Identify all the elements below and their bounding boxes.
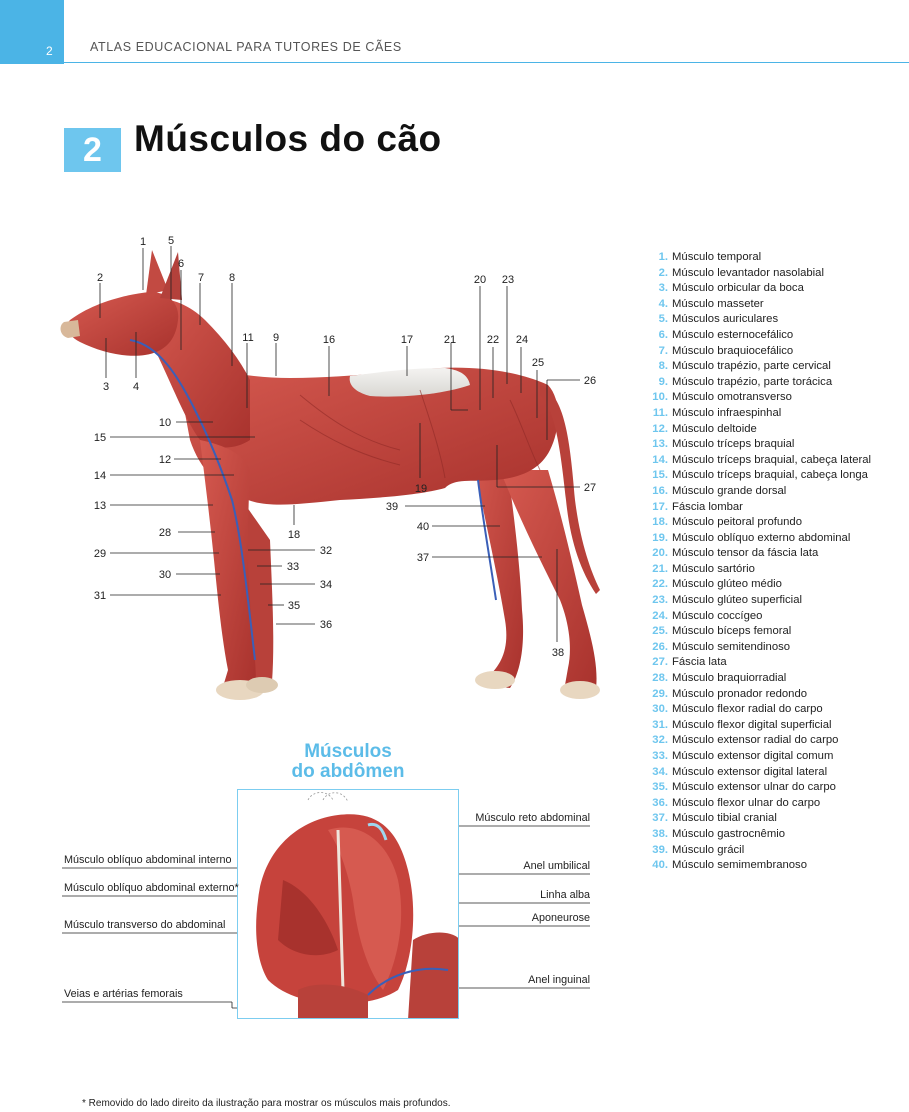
legend-item-text: Músculo extensor digital lateral — [672, 765, 828, 778]
legend-item — [650, 702, 905, 718]
legend-item-text: Músculo braquiocefálico — [672, 344, 794, 357]
legend-item — [650, 562, 905, 578]
legend-item-text: Músculo tríceps braquial, cabeça lateral — [672, 453, 872, 466]
figure-number-17: 17 — [400, 334, 414, 346]
legend-item — [650, 640, 905, 656]
legend-item-text: Músculo esternocefálico — [672, 328, 794, 341]
legend-item — [650, 593, 905, 609]
figure-number-30: 30 — [158, 569, 172, 581]
label-obliquo-externo: Músculo oblíquo abdominal externo* — [64, 882, 239, 894]
legend-item — [650, 281, 905, 297]
figure-number-15: 15 — [93, 432, 107, 444]
legend-item-text: Músculo sartório — [672, 562, 755, 575]
legend-item-number: 2. — [658, 266, 668, 279]
legend-item — [650, 422, 905, 438]
figure-number-5: 5 — [167, 235, 175, 247]
legend-item — [650, 796, 905, 812]
legend-item-number: 7. — [658, 344, 668, 357]
legend-item-text: Músculo peitoral profundo — [672, 516, 802, 529]
legend-item-number: 1. — [658, 251, 668, 263]
legend-item — [650, 843, 905, 859]
figure-number-8: 8 — [228, 272, 236, 284]
legend-item-text: Músculo extensor digital comum — [672, 750, 834, 762]
legend-item-text: Músculo grande dorsal — [672, 484, 787, 497]
legend-item-number: 40. — [652, 859, 668, 872]
figure-number-35: 35 — [287, 600, 301, 612]
legend-item-number: 14. — [652, 453, 668, 466]
legend-item — [650, 250, 905, 266]
legend-item-text: Músculo flexor ulnar do carpo — [672, 796, 821, 809]
running-title: ATLAS EDUCACIONAL PARA TUTORES DE CÃES — [90, 40, 402, 54]
legend-item — [650, 811, 905, 827]
legend-item-text: Músculo braquiorradial — [672, 672, 787, 685]
chapter-title: Músculos do cão — [134, 118, 442, 159]
figure-number-1: 1 — [139, 236, 147, 248]
legend-item-number: 4. — [658, 297, 668, 310]
legend-item-text: Músculo tríceps braquial, cabeça longa — [672, 469, 868, 482]
figure-number-28: 28 — [158, 527, 172, 539]
legend-item-number: 29. — [652, 687, 668, 700]
legend-item-text: Músculo deltoide — [672, 422, 757, 435]
legend-item-number: 35. — [652, 781, 668, 794]
legend-item-text: Músculo glúteo superficial — [672, 594, 802, 607]
legend-item-text: Músculo temporal — [672, 251, 762, 263]
legend-item — [650, 484, 905, 500]
figure-number-33: 33 — [286, 561, 300, 573]
legend-item — [650, 359, 905, 375]
legend-item-text: Músculo coccígeo — [672, 609, 763, 622]
legend-item-text: Músculo grácil — [672, 843, 745, 856]
legend-item-number: 15. — [652, 469, 668, 482]
legend-item-number: 23. — [652, 594, 668, 607]
abdomen-drawing — [238, 790, 459, 1019]
legend-item — [650, 765, 905, 781]
legend-item — [650, 468, 905, 484]
abdomen-title-line2: do abdômen — [291, 761, 405, 782]
legend-item-text: Músculo semitendinoso — [672, 640, 791, 653]
legend-item-number: 39. — [652, 843, 668, 856]
legend-item-text: Músculo semimembranoso — [672, 859, 807, 872]
figure-number-13: 13 — [93, 500, 107, 512]
label-aponeurose: Aponeurose — [531, 912, 590, 924]
figure-number-10: 10 — [158, 417, 172, 429]
legend-item-text: Músculo glúteo médio — [672, 578, 782, 591]
figure-number-29: 29 — [93, 548, 107, 560]
legend-item-text: Músculo bíceps femoral — [672, 625, 792, 638]
label-anel-umbilical: Anel umbilical — [523, 860, 590, 872]
label-anel-inguinal: Anel inguinal — [528, 974, 590, 986]
figure-number-23: 23 — [501, 274, 515, 286]
label-obliquo-interno: Músculo oblíquo abdominal interno — [64, 854, 232, 866]
figure-number-9: 9 — [272, 332, 280, 344]
legend-item-number: 3. — [658, 282, 668, 295]
figure-number-24: 24 — [515, 334, 529, 346]
legend-item — [650, 624, 905, 640]
legend-item-number: 27. — [652, 656, 668, 669]
figure-number-11: 11 — [242, 332, 254, 344]
page-number: 2 — [46, 44, 53, 58]
legend-item — [650, 546, 905, 562]
figure-number-12: 12 — [158, 454, 172, 466]
legend-item-number: 30. — [652, 703, 668, 716]
figure-number-6: 6 — [177, 258, 185, 270]
legend-item — [650, 437, 905, 453]
legend-item — [650, 671, 905, 687]
figure-number-2: 2 — [96, 272, 104, 284]
legend-item-text: Músculo levantador nasolabial — [672, 266, 824, 279]
legend-item-number: 11. — [652, 406, 668, 419]
legend-item — [650, 577, 905, 593]
legend-item-number: 21. — [652, 562, 668, 575]
figure-number-26: 26 — [583, 375, 597, 387]
legend-item-number: 37. — [652, 812, 668, 825]
figure-number-32: 32 — [319, 545, 333, 557]
figure-number-34: 34 — [319, 579, 333, 591]
legend-item-number: 12. — [652, 422, 668, 435]
figure-number-37: 37 — [416, 552, 430, 564]
legend-item-text: Músculo extensor ulnar do carpo — [672, 781, 836, 794]
legend-item-number: 16. — [652, 484, 668, 497]
legend-item-text: Músculos auriculares — [672, 313, 779, 326]
legend-item — [650, 858, 905, 874]
legend-item — [650, 515, 905, 531]
legend-item-number: 18. — [652, 516, 668, 529]
figure-number-3: 3 — [102, 381, 110, 393]
figure-number-4: 4 — [132, 381, 140, 393]
muscle-legend — [650, 250, 905, 874]
figure-number-22: 22 — [486, 334, 500, 346]
legend-item-text: Músculo flexor digital superficial — [672, 718, 832, 731]
legend-item-text: Músculo tríceps braquial — [672, 438, 795, 451]
legend-item-number: 17. — [652, 500, 668, 513]
figure-number-25: 25 — [531, 357, 545, 369]
legend-item — [650, 780, 905, 796]
legend-item-text: Músculo tibial cranial — [672, 812, 777, 825]
figure-number-31: 31 — [93, 590, 107, 602]
legend-item — [650, 718, 905, 734]
legend-item-text: Músculo trapézio, parte torácica — [672, 375, 833, 388]
legend-item-number: 32. — [652, 734, 668, 747]
figure-number-21: 21 — [443, 334, 457, 346]
legend-item — [650, 344, 905, 360]
legend-item-number: 13. — [652, 438, 668, 451]
label-veias-femorais: Veias e artérias femorais — [64, 988, 183, 1000]
abdomen-title — [237, 742, 459, 782]
figure-number-38: 38 — [551, 647, 565, 659]
legend-item — [650, 390, 905, 406]
abdomen-illustration — [237, 789, 459, 1019]
abdomen-title-line1: Músculos — [304, 741, 392, 762]
legend-item-number: 10. — [652, 391, 668, 404]
legend-item-text: Músculo tensor da fáscia lata — [672, 547, 819, 560]
legend-item-text: Músculo flexor radial do carpo — [672, 703, 823, 716]
figure-number-40: 40 — [416, 521, 430, 533]
legend-item-text: Fáscia lata — [672, 656, 727, 669]
label-reto-abdominal: Músculo reto abdominal — [475, 812, 590, 824]
legend-item-number: 28. — [652, 672, 668, 685]
figure-number-7: 7 — [197, 272, 205, 284]
label-linha-alba: Linha alba — [540, 889, 590, 901]
legend-item-number: 31. — [652, 718, 668, 731]
legend-item-number: 33. — [652, 750, 668, 762]
legend-item-number: 34. — [652, 765, 668, 778]
footnote: * Removido do lado direito da ilustração para mostrar os músculos mais profundos. — [82, 1098, 451, 1109]
legend-item — [650, 749, 905, 765]
legend-item — [650, 312, 905, 328]
figure-number-14: 14 — [93, 470, 107, 482]
legend-item-number: 8. — [658, 360, 668, 373]
figure-number-27: 27 — [583, 482, 597, 494]
legend-item-text: Músculo oblíquo externo abdominal — [672, 531, 851, 544]
legend-item — [650, 328, 905, 344]
legend-item-number: 38. — [652, 827, 668, 840]
legend-item-text: Músculo orbicular da boca — [672, 282, 804, 295]
legend-item-number: 24. — [652, 609, 668, 622]
legend-item — [650, 266, 905, 282]
legend-item — [650, 733, 905, 749]
legend-item-number: 5. — [658, 313, 668, 326]
figure-number-36: 36 — [319, 619, 333, 631]
legend-item — [650, 406, 905, 422]
legend-item-text: Músculo infraespinhal — [672, 406, 782, 419]
legend-item — [650, 531, 905, 547]
legend-item-text: Músculo gastrocnêmio — [672, 827, 786, 840]
legend-item-text: Músculo omotransverso — [672, 391, 792, 404]
legend-item-number: 9. — [658, 375, 668, 388]
legend-item-text: Fáscia lombar — [672, 500, 743, 513]
legend-item — [650, 687, 905, 703]
legend-item — [650, 609, 905, 625]
legend-item-number: 19. — [652, 531, 668, 544]
legend-item — [650, 453, 905, 469]
legend-item-text: Músculo trapézio, parte cervical — [672, 360, 831, 373]
legend-item-number: 20. — [652, 547, 668, 560]
figure-number-39: 39 — [385, 501, 399, 513]
legend-item-number: 22. — [652, 578, 668, 591]
legend-item — [650, 297, 905, 313]
legend-item-number: 36. — [652, 796, 668, 809]
label-transverso: Músculo transverso do abdominal — [64, 919, 226, 931]
figure-number-20: 20 — [473, 274, 487, 286]
figure-number-18: 18 — [287, 529, 301, 541]
chapter-number: 2 — [64, 128, 121, 172]
legend-item — [650, 375, 905, 391]
legend-item-text: Músculo extensor radial do carpo — [672, 734, 839, 747]
figure-number-19: 19 — [414, 483, 428, 495]
legend-item — [650, 500, 905, 516]
legend-item-number: 6. — [658, 328, 668, 341]
legend-item — [650, 827, 905, 843]
figure-number-16: 16 — [322, 334, 336, 346]
legend-item-number: 25. — [652, 625, 668, 638]
legend-item-number: 26. — [652, 640, 668, 653]
legend-item — [650, 655, 905, 671]
legend-item-text: Músculo masseter — [672, 297, 764, 310]
legend-item-text: Músculo pronador redondo — [672, 687, 808, 700]
